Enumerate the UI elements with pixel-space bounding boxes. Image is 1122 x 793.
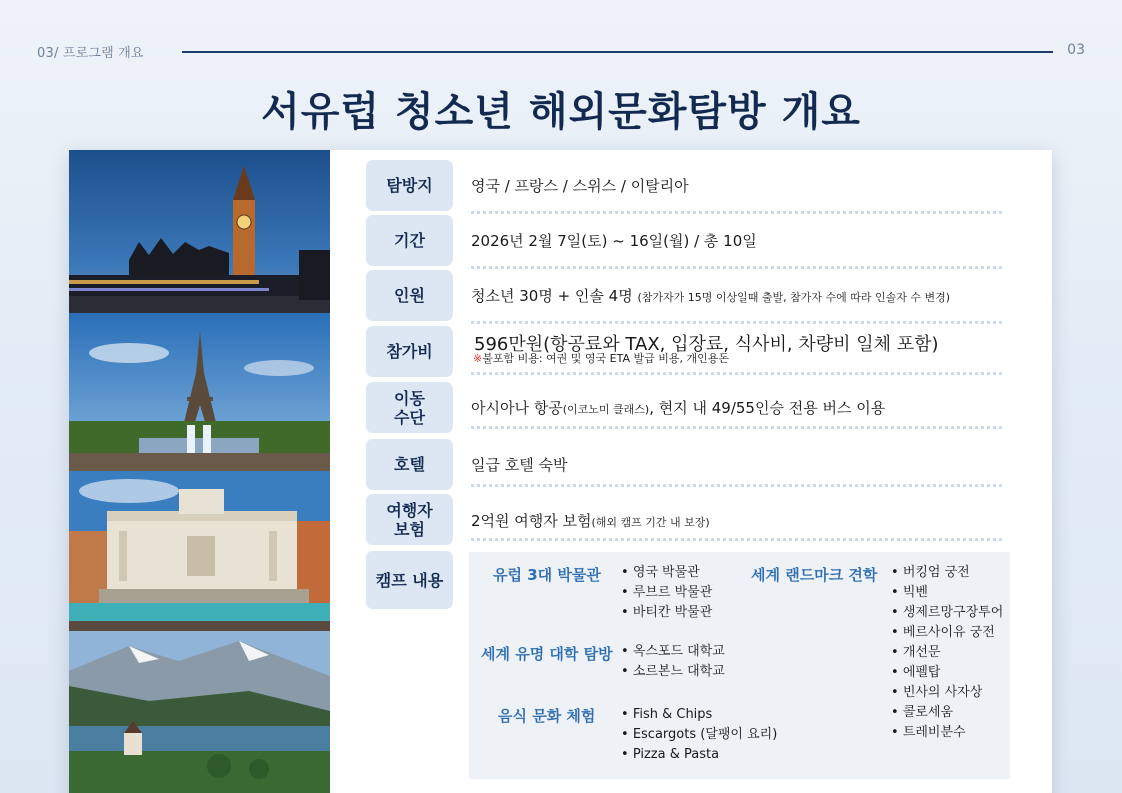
row-label-camp: 캠프 내용	[366, 551, 453, 609]
row-label-transport	[366, 382, 453, 433]
food-list	[621, 705, 777, 765]
insurance-amount: 2억원 여행자 보험	[471, 512, 592, 530]
list-item: • 빈사의 사자상	[891, 683, 1003, 703]
row-divider	[471, 372, 1002, 375]
trevi-fountain-photo	[69, 471, 330, 631]
row-period	[366, 215, 1002, 267]
list-item: • 에펠탑	[891, 663, 1003, 683]
row-hotel	[366, 439, 1002, 491]
note-text: 불포함 비용: 여권 및 영국 ETA 발급 비용, 개인용돈	[482, 352, 730, 365]
camp-category-food: 음식 문화 체험	[498, 707, 596, 725]
row-divider	[471, 538, 1002, 541]
row-divider	[471, 211, 1002, 214]
swiss-alps-lake-photo	[69, 631, 330, 793]
overview-card	[69, 150, 1052, 793]
row-value-insurance	[471, 510, 710, 531]
row-divider	[471, 266, 1002, 269]
row-value-fee: 596만원(항공료와 TAX, 입장료, 식사비, 차량비 일체 포함)	[474, 334, 939, 355]
row-divider	[471, 426, 1002, 429]
fee-exclusion-note	[473, 350, 729, 366]
list-item: • 콜로세움	[891, 703, 1003, 723]
bus-info: , 현지 내 49/55인승 전용 버스 이용	[649, 399, 886, 417]
label-line: 여행자	[386, 500, 433, 520]
row-value-transport	[471, 397, 885, 418]
row-insurance	[366, 494, 1002, 548]
list-item: • 바티칸 박물관	[621, 603, 712, 623]
note-mark: ※	[473, 352, 483, 365]
list-item: • 생제르망구장투어	[891, 603, 1003, 623]
insurance-scope: (해외 캠프 기간 내 보장)	[591, 516, 710, 529]
list-item: • 루브르 박물관	[621, 583, 712, 603]
camp-contents-panel	[469, 552, 1010, 779]
row-value-destination: 영국 / 프랑스 / 스위스 / 이탈리아	[471, 177, 689, 195]
section-label: 03/ 프로그램 개요	[37, 46, 144, 61]
row-value-period: 2026년 2월 7일(토) ~ 16일(월) / 총 10일	[471, 232, 757, 250]
landmarks-list	[891, 563, 1003, 743]
row-label-hotel: 호텔	[366, 439, 453, 490]
label-line: 수단	[394, 407, 425, 427]
camp-category-universities: 세계 유명 대학 탐방	[481, 645, 613, 663]
list-item: • Escargots (달팽이 요리)	[621, 725, 777, 745]
row-label-destination: 탐방지	[366, 160, 453, 211]
headcount-main: 청소년 30명 + 인솔 4명	[471, 287, 638, 305]
big-ben-photo	[69, 150, 330, 313]
row-destination	[366, 160, 1002, 212]
row-divider	[471, 321, 1002, 324]
headcount-condition: (참가자가 15명 이상일때 출발, 참가자 수에 따라 인솔자 수 변경)	[637, 291, 951, 304]
eiffel-tower-photo	[69, 313, 330, 471]
label-line: 이동	[394, 388, 425, 408]
list-item: • 소르본느 대학교	[621, 662, 725, 682]
photo-column	[69, 150, 330, 793]
label-line: 보험	[394, 519, 425, 539]
row-label-insurance	[366, 494, 453, 545]
row-label-headcount: 인원	[366, 270, 453, 321]
list-item: • 빅벤	[891, 583, 1003, 603]
row-label-fee: 참가비	[366, 326, 453, 377]
section-header	[37, 42, 1085, 62]
airline: 아시아나 항공	[471, 399, 563, 417]
list-item: • Pizza & Pasta	[621, 745, 777, 765]
list-item: • Fish & Chips	[621, 705, 777, 725]
row-headcount	[366, 270, 1002, 322]
row-value-hotel: 일급 호텔 숙박	[471, 456, 568, 474]
museums-list	[621, 563, 712, 623]
list-item: • 개선문	[891, 643, 1003, 663]
list-item: • 버킹엄 궁전	[891, 563, 1003, 583]
list-item: • 옥스포드 대학교	[621, 642, 725, 662]
page-title: 서유럽 청소년 해외문화탐방 개요	[261, 89, 861, 135]
row-fee	[366, 326, 1002, 378]
airline-class: (이코노미 클래스)	[562, 403, 650, 416]
list-item: • 트레비분수	[891, 723, 1003, 743]
camp-category-museums: 유럽 3대 박물관	[493, 566, 601, 584]
camp-category-landmarks: 세계 랜드마크 견학	[751, 566, 878, 584]
header-rule	[182, 51, 1053, 53]
universities-list	[621, 642, 725, 682]
list-item: • 베르사이유 궁전	[891, 623, 1003, 643]
row-value-headcount	[471, 285, 950, 306]
page-number: 03	[1067, 42, 1085, 58]
row-label-period: 기간	[366, 215, 453, 266]
list-item: • 영국 박물관	[621, 563, 712, 583]
row-divider	[471, 484, 1002, 487]
row-transport	[366, 382, 1002, 435]
